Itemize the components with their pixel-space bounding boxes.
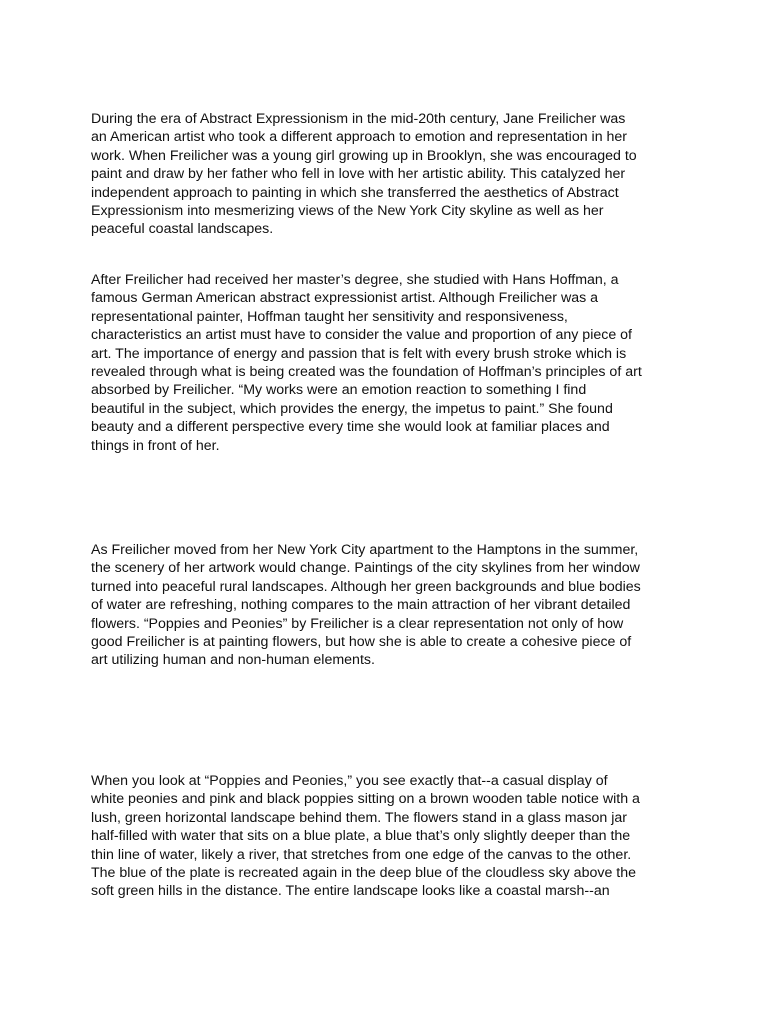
- paragraph-1: During the era of Abstract Expressionism in the mid-20th century, Jane Freilicher was an American artist who took a different approach to emotion and representation in her work. When Freilicher was a young girl growing up in Brooklyn, she was encouraged to paint and draw by her father who fell in love with her artistic ability. This catalyzed her independent approach to painting in which she transferred the aesthetics of Abstract Expressionism into mesmerizing views of the New York City skyline as well as her peaceful coastal landscapes.: [91, 111, 637, 238]
- paragraph-4: When you look at “Poppies and Peonies,” you see exactly that--a casual display of white peonies and pink and black poppies sitting on a brown wooden table notice with a lush, green horizontal landscape behind them. The flowers stand in a glass mason jar half-filled with water that sits on a blue plate, a blue that’s only slightly deeper than the thin line of water, likely a river, that stretches from one edge of the canvas to the other. The blue of the plate is recreated again in the deep blue of the cloudless sky above the soft green hills in the distance. The entire landscape looks like a coastal marsh--an: [91, 773, 640, 900]
- paragraph-3: As Freilicher moved from her New York City apartment to the Hamptons in the summer, the scenery of her artwork would change. Paintings of the city skylines from her window turned into peaceful rural landscapes. Although her green backgrounds and blue bodies of water are refreshing, nothing compares to the main attraction of her vibrant detailed flowers. “Poppies and Peonies” by Freilicher is a clear representation not only of how good Freilicher is at painting flowers, but how she is able to create a cohesive piece of art utilizing human and non-human elements.: [91, 542, 641, 669]
- paragraph-2: After Freilicher had received her master’s degree, she studied with Hans Hoffman, a famous German American abstract expressionist artist. Although Freilicher was a representational painter, Hoffman taught her sensitivity and responsiveness, characteristics an artist must have to consider the value and proportion of any piece of art. The importance of energy and passion that is felt with every brush stroke which is revealed through what is being created was the foundation of Hoffman’s principles of art absorbed by Freilicher. “My works were an emotion reaction to something I find beautiful in the subject, which provides the energy, the impetus to paint.” She found beauty and a different perspective every time she would look at familiar places and things in front of her.: [91, 272, 642, 454]
